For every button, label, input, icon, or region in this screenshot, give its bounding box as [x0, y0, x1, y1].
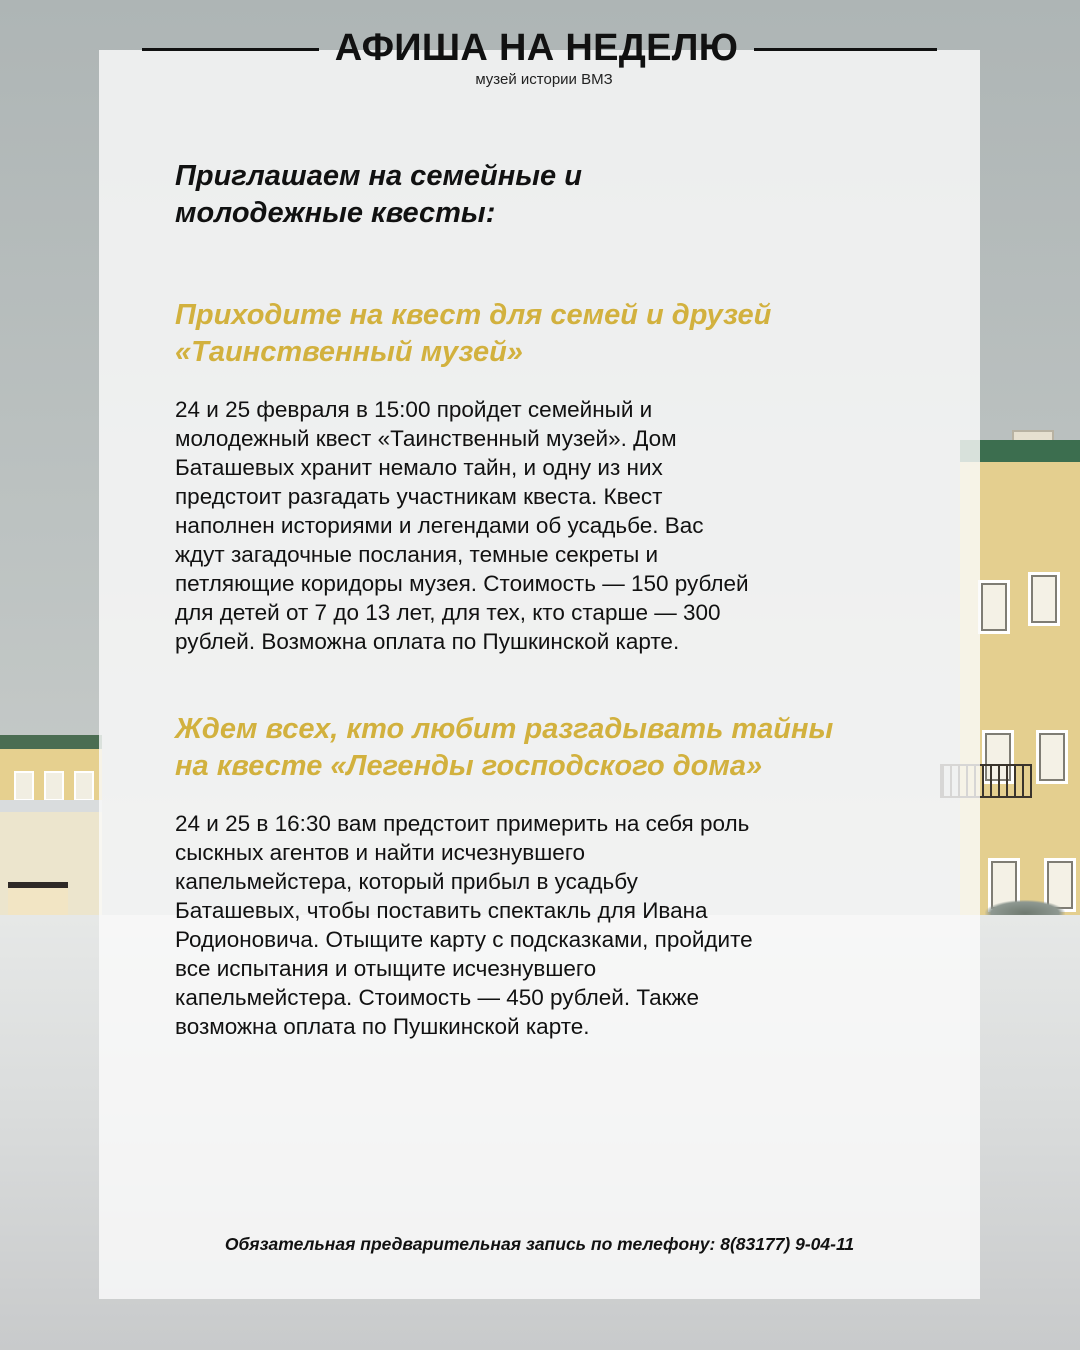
window [978, 580, 1010, 634]
window [14, 771, 34, 801]
poster-title: АФИША НА НЕДЕЛЮ [334, 27, 739, 69]
event-description: 24 и 25 в 16:30 вам предстоит примерить на себя роль сыскных агентов и найти исчезнувшего капельмейстера, который прибыл в усадьбу Баташевых, чтобы поставить спектакль для Ивана Родионовича. Отыщите карту с подсказками, пройдите все испытания и отыщите исчезнувшего капельмейстера. Стоимость — 450 рублей. Также возможна оплата по Пушкинской карте. [175, 811, 753, 1039]
event-description: 24 и 25 февраля в 15:00 пройдет семейный и молодежный квест «Таинственный музей». Дом Баташевых хранит немало тайн, и одну из них предстоит разгадать участникам квеста. Квест наполнен историями и легендами об усадьбе. Вас ждут загадочные послания, темные секреты и петляющие коридоры музея. Стоимость — 150 рублей для детей от 7 до 13 лет, для тех, кто старше — 300 рублей. Возможна оплата по Пушкинской карте. [175, 397, 749, 654]
event-title: Ждем всех, кто любит разгадывать тайны на квесте «Легенды господского дома» [175, 713, 834, 782]
poster-subtitle: музей истории ВМЗ [475, 71, 613, 88]
event-title: Приходите на квест для семей и друзей «Таинственный музей» [175, 299, 772, 368]
event-section [175, 297, 905, 656]
window [1036, 730, 1068, 784]
registration-note: Обязательная предварительная запись по телефону: 8(83177) 9-04-11 [224, 1234, 855, 1254]
window [74, 771, 94, 801]
window [1028, 572, 1060, 626]
window [44, 771, 64, 801]
intro-heading: Приглашаем на семейные и молодежные квесты: [175, 160, 582, 229]
main-content [175, 158, 905, 1041]
header-rule-right [754, 48, 937, 51]
header-rule-left [142, 48, 319, 51]
event-section [175, 711, 905, 1041]
